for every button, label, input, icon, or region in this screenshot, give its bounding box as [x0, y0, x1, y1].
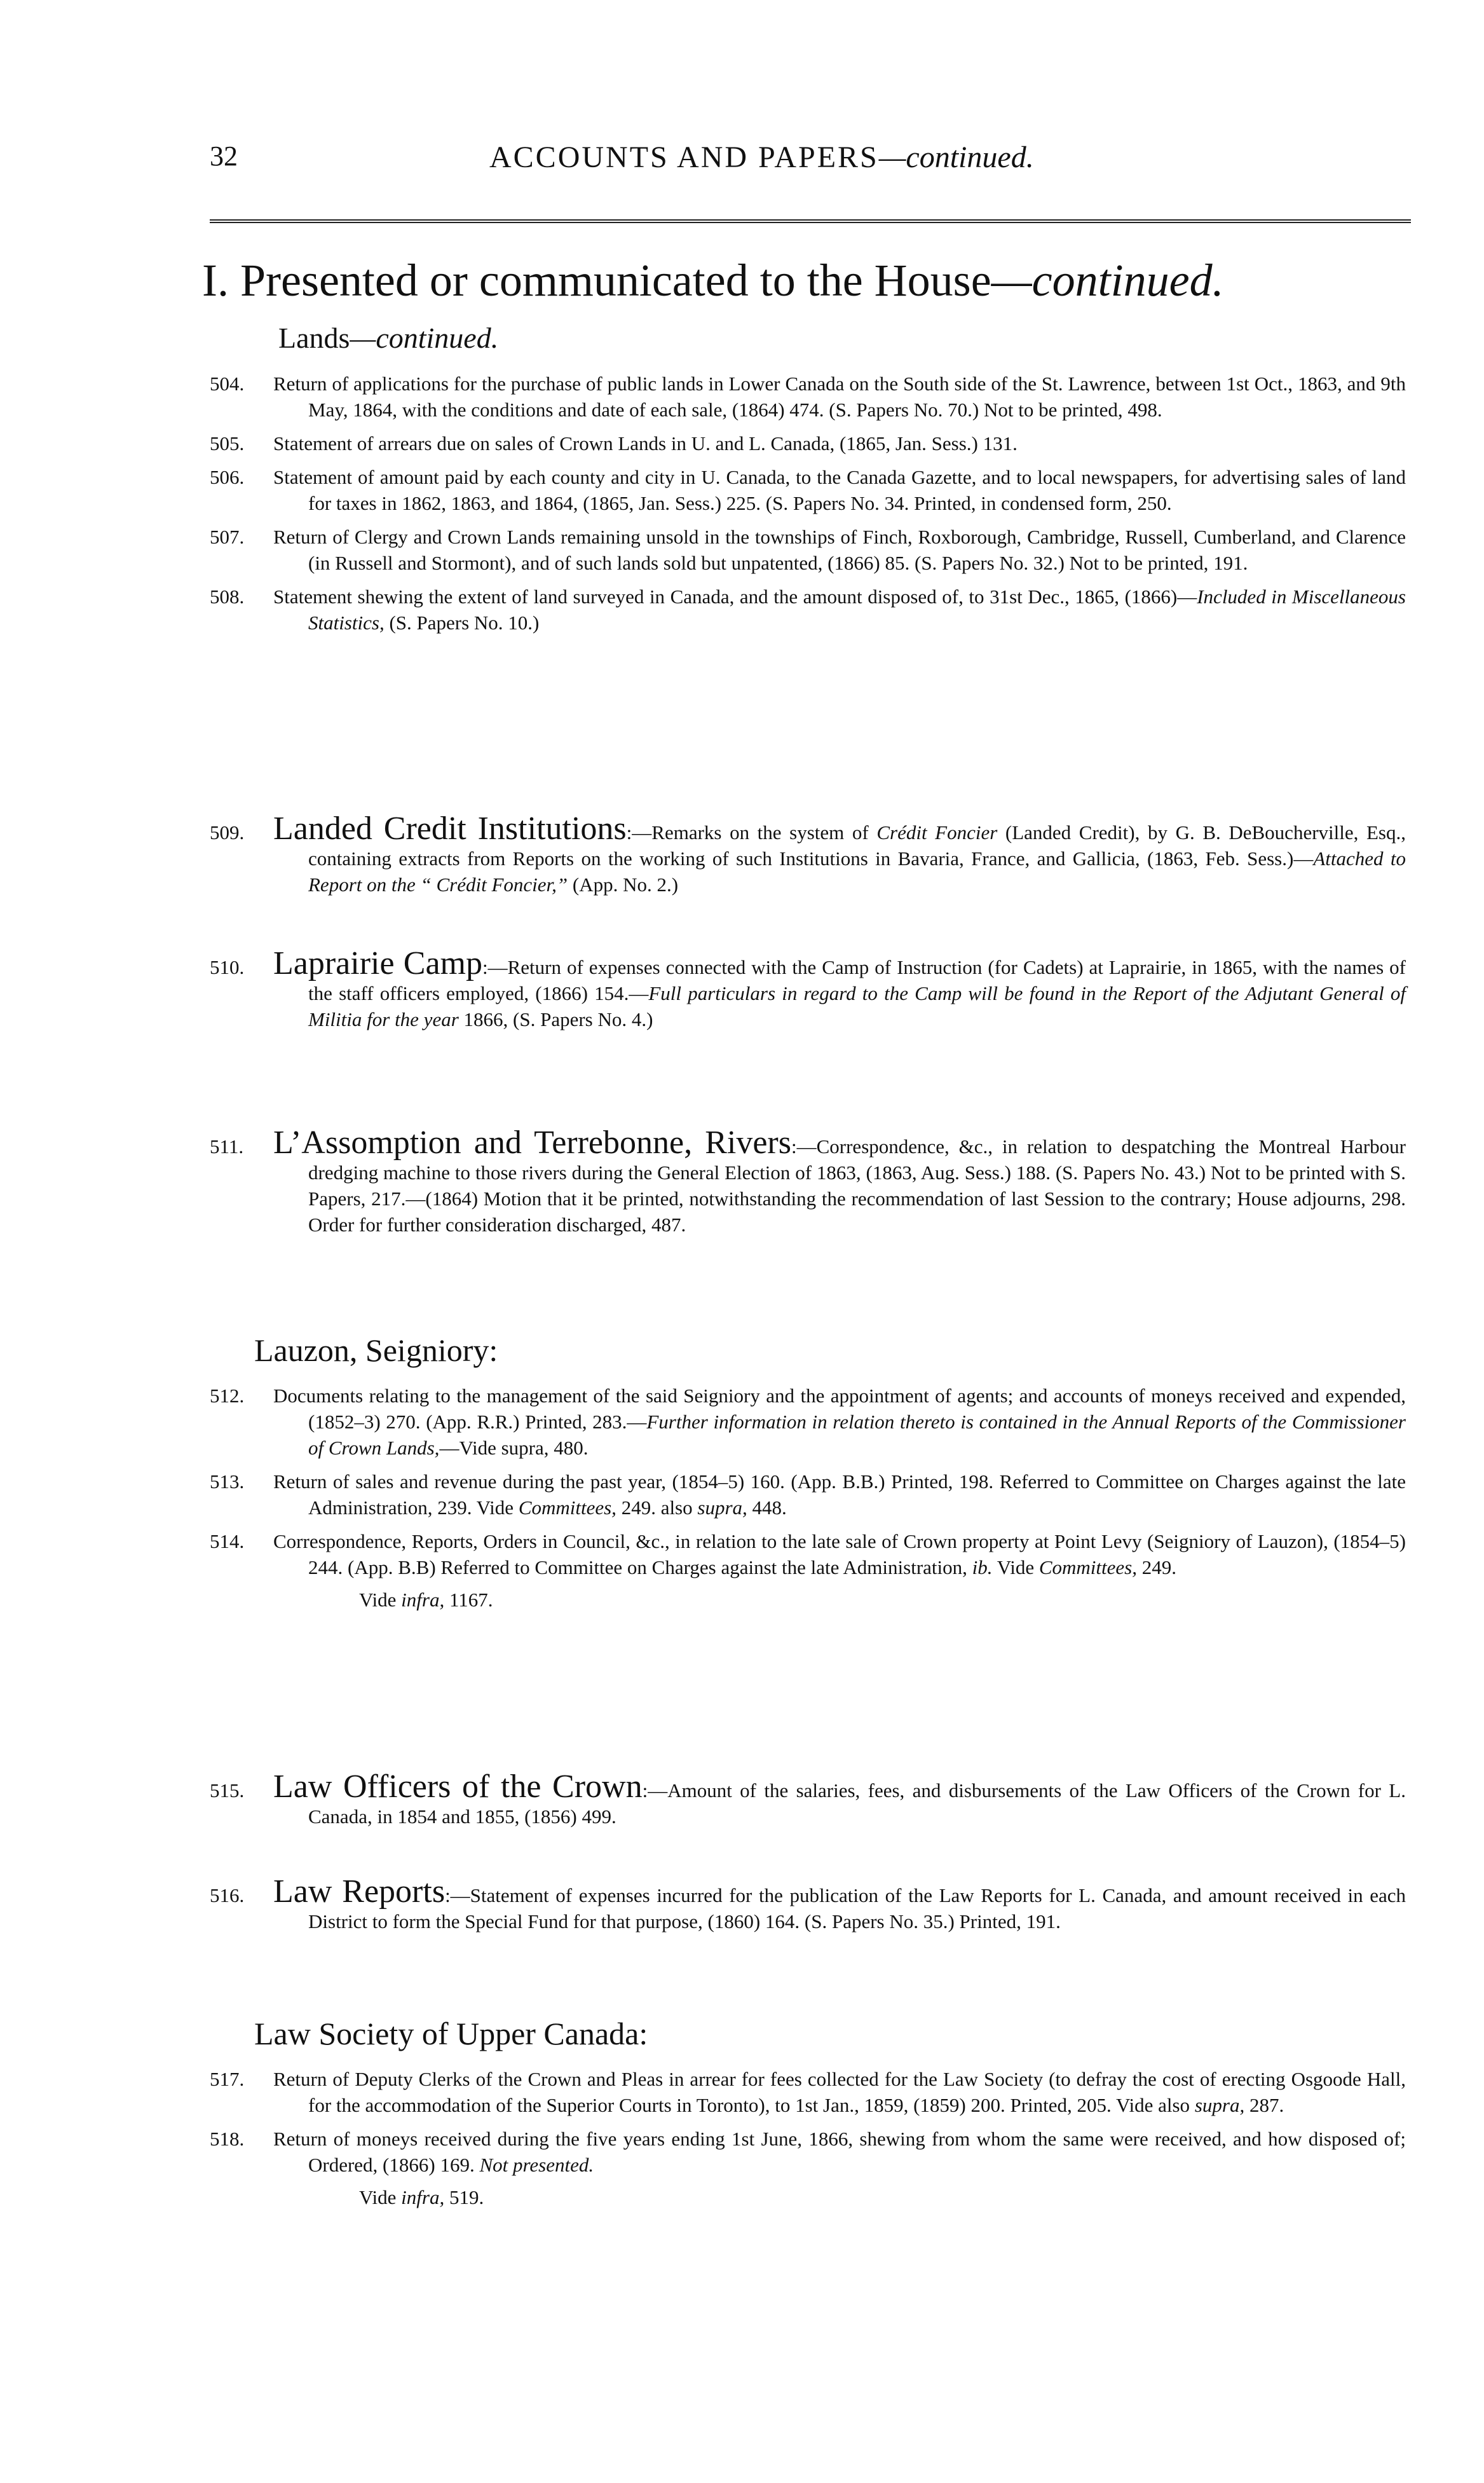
section-heading-suffix: —continued.	[991, 255, 1224, 306]
entry-number: 506.	[210, 466, 245, 488]
entry-516	[210, 1873, 1406, 1934]
entry-italic: Crédit Foncier	[876, 821, 998, 844]
entries-block-law-society	[210, 2066, 1406, 2210]
entry-italic-2: supra,	[697, 1496, 747, 1519]
vide-italic: infra,	[401, 2186, 445, 2208]
vide-reference-514	[210, 1587, 1406, 1613]
entry-number: 511.	[210, 1135, 244, 1158]
entry-italic: supra,	[1194, 2094, 1245, 2116]
entry-508	[210, 584, 1406, 636]
entry-italic: ib.	[972, 1556, 993, 1578]
entry-text: Return of Clergy and Crown Lands remaining unsold in the townships of Finch, Roxborough, Cambridge, Russell, Cumberland, and Clarence (in Russell and Stormont), and of such lands sold but unpatented, (1866) 85. (S. Papers No. 32.) Not to be printed, 191.	[273, 526, 1406, 574]
running-header	[210, 140, 1411, 178]
entry-italic: Full particulars in regard to the Camp will be found in the Report of the Adjutant General of Militia for the year	[308, 982, 1406, 1030]
vide-tail: 1167.	[444, 1589, 493, 1611]
entry-text-2: Vide	[992, 1556, 1039, 1578]
entry-tail: 448.	[747, 1496, 787, 1519]
entries-block-lauzon	[210, 1383, 1406, 1613]
entry-italic: Included in Miscellaneous Statistics,	[308, 585, 1406, 634]
entry-text: Statement shewing the extent of land surveyed in Canada, and the amount disposed of, to 31st Dec., 1865, (1866)—	[273, 585, 1197, 608]
entry-509	[210, 811, 1406, 898]
entry-text: Return of Deputy Clerks of the Crown and Pleas in arrear for fees collected for the Law Society (to defray the cost of erecting Osgoode Hall, for the accommodation of the Superior Courts in Toronto), to 1st Jan., 1859, (1859) 200. Printed, 205. Vide also	[273, 2068, 1406, 2116]
entries-block-515	[210, 1768, 1406, 1830]
entry-title: Landed Credit Institutions	[273, 811, 627, 847]
section-heading	[202, 254, 1224, 307]
entry-number: 516.	[210, 1884, 245, 1906]
entries-block-509	[210, 811, 1406, 898]
entry-514	[210, 1528, 1406, 1580]
entry-title: Law Officers of the Crown	[273, 1768, 643, 1805]
entry-504	[210, 371, 1406, 423]
entry-number: 515.	[210, 1779, 245, 1802]
entry-512	[210, 1383, 1406, 1461]
entry-text: Return of applications for the purchase of public lands in Lower Canada on the South side of the St. Lawrence, between 1st Oct., 1863, and 9th May, 1864, with the conditions and date of each sale, (1864) 474. (S. Papers No. 70.) Not to be printed, 498.	[273, 373, 1406, 421]
entry-number: 509.	[210, 821, 245, 844]
entry-title: Law Reports	[273, 1873, 446, 1910]
entry-italic-2: Committees,	[1038, 1556, 1137, 1578]
entry-510	[210, 945, 1406, 1032]
running-title-suffix: —continued.	[878, 140, 1034, 174]
entry-italic: Further information in relation thereto is contained in the Annual Reports of the Commissioner of Crown Lands,	[308, 1411, 1406, 1459]
page-number: 32	[210, 140, 238, 172]
entry-513	[210, 1468, 1406, 1521]
header-rule	[210, 219, 1411, 223]
vide-reference-518	[210, 2184, 1406, 2210]
entry-tail: (App. No. 2.)	[568, 873, 679, 896]
subhead-lands	[278, 321, 498, 355]
entry-517	[210, 2066, 1406, 2118]
entry-text: Statement of amount paid by each county and city in U. Canada, to the Canada Gazette, and to local newspapers, for advertising sales of land for taxes in 1862, 1863, and 1864, (1865, Jan. Sess.) 225. (S. Papers No. 34. Printed, in condensed form, 250.	[273, 466, 1406, 514]
entry-tail: 249.	[1136, 1556, 1176, 1578]
subhead-lands-label: Lands	[278, 322, 350, 354]
running-title	[489, 140, 1034, 175]
entry-text-2: (Landed Credit), by G. B. DeBoucherville, Esq., containing extracts from Reports on the working of such Institutions in Bavaria, France, and Gallicia, (1863, Feb. Sess.)—	[308, 821, 1406, 870]
entry-506	[210, 464, 1406, 516]
entry-text: :—Amount of the salaries, fees, and disbursements of the Law Officers of the Crown for L. Canada, in 1854 and 1855, (1856) 499.	[308, 1779, 1406, 1828]
entry-number: 513.	[210, 1470, 245, 1493]
subhead-lands-suffix: —continued.	[350, 322, 499, 354]
entries-block-lands	[210, 371, 1406, 636]
vide-lead: Vide	[359, 2186, 402, 2208]
entry-italic-2: Attached to Report on the “ Crédit Foncier,”	[308, 847, 1406, 896]
entry-text: Statement of arrears due on sales of Crown Lands in U. and L. Canada, (1865, Jan. Sess.) 131.	[273, 432, 1018, 455]
entry-505	[210, 430, 1406, 456]
entry-text: :—Remarks on the system of	[626, 821, 877, 844]
entry-text: :—Return of expenses connected with the Camp of Instruction (for Cadets) at Laprairie, in 1865, with the names of the staff officers employed, (1866) 154.—	[308, 956, 1406, 1004]
entry-number: 514.	[210, 1530, 245, 1552]
vide-tail: 519.	[444, 2186, 484, 2208]
entry-511	[210, 1125, 1406, 1238]
entries-block-510	[210, 945, 1406, 1032]
entry-number: 518.	[210, 2128, 245, 2150]
entry-title: L’Assomption and Terrebonne, Rivers	[273, 1125, 791, 1161]
entry-italic: Not presented.	[479, 2154, 594, 2176]
entry-number: 505.	[210, 432, 245, 455]
entry-text: Correspondence, Reports, Orders in Council, &c., in relation to the late sale of Crown property at Point Levy (Seigniory of Lauzon), (1854–5) 244. (App. B.B) Referred to Committee on Charges against the late Administration,	[273, 1530, 1406, 1578]
entry-tail: 1866, (S. Papers No. 4.)	[458, 1008, 653, 1030]
entry-text-2: 249. also	[616, 1496, 698, 1519]
entry-title: Laprairie Camp	[273, 945, 482, 982]
entries-block-516	[210, 1873, 1406, 1934]
entry-number: 517.	[210, 2068, 245, 2090]
entry-text: :—Correspondence, &c., in relation to despatching the Montreal Harbour dredging machine to those rivers during the General Election of 1863, (1863, Aug. Sess.) 188. (S. Papers No. 43.) Not to be printed with S. Papers, 217.—(1864) Motion that it be printed, notwithstanding the recommendation of last Session to the contrary; House adjourns, 298. Order for further consideration discharged, 487.	[308, 1135, 1406, 1236]
entry-tail: (S. Papers No. 10.)	[384, 612, 540, 634]
entry-number: 507.	[210, 526, 245, 548]
entry-number: 512.	[210, 1385, 245, 1407]
running-title-main: ACCOUNTS AND PAPERS	[489, 140, 879, 174]
entry-515	[210, 1768, 1406, 1830]
entry-tail: 287.	[1244, 2094, 1284, 2116]
entry-italic: Committees,	[518, 1496, 616, 1519]
entry-518	[210, 2126, 1406, 2178]
entry-tail: —Vide supra, 480.	[439, 1437, 589, 1459]
entry-number: 510.	[210, 956, 245, 978]
vide-italic: infra,	[401, 1589, 445, 1611]
subhead-law-society: Law Society of Upper Canada:	[254, 2016, 648, 2051]
vide-lead: Vide	[359, 1589, 402, 1611]
entry-number: 508.	[210, 585, 245, 608]
subhead-lauzon: Lauzon, Seigniory:	[254, 1332, 498, 1368]
section-heading-main: I. Presented or communicated to the House	[202, 255, 991, 306]
entry-text: Documents relating to the management of the said Seigniory and the appointment of agents; and accounts of moneys received and expended, (1852–3) 270. (App. R.R.) Printed, 283.—	[273, 1385, 1406, 1433]
entry-number: 504.	[210, 373, 245, 395]
entry-text: Return of moneys received during the five years ending 1st June, 1866, shewing from whom the same were received, and how disposed of; Ordered, (1866) 169.	[273, 2128, 1406, 2176]
entry-507	[210, 524, 1406, 576]
entries-block-511	[210, 1125, 1406, 1238]
entry-text: Return of sales and revenue during the past year, (1854–5) 160. (App. B.B.) Printed, 198. Referred to Committee on Charges against the late Administration, 239. Vide	[273, 1470, 1406, 1519]
entry-text: :—Statement of expenses incurred for the publication of the Law Reports for L. Canada, and amount received in each District to form the Special Fund for that purpose, (1860) 164. (S. Papers No. 35.) Printed, 191.	[308, 1884, 1406, 1932]
